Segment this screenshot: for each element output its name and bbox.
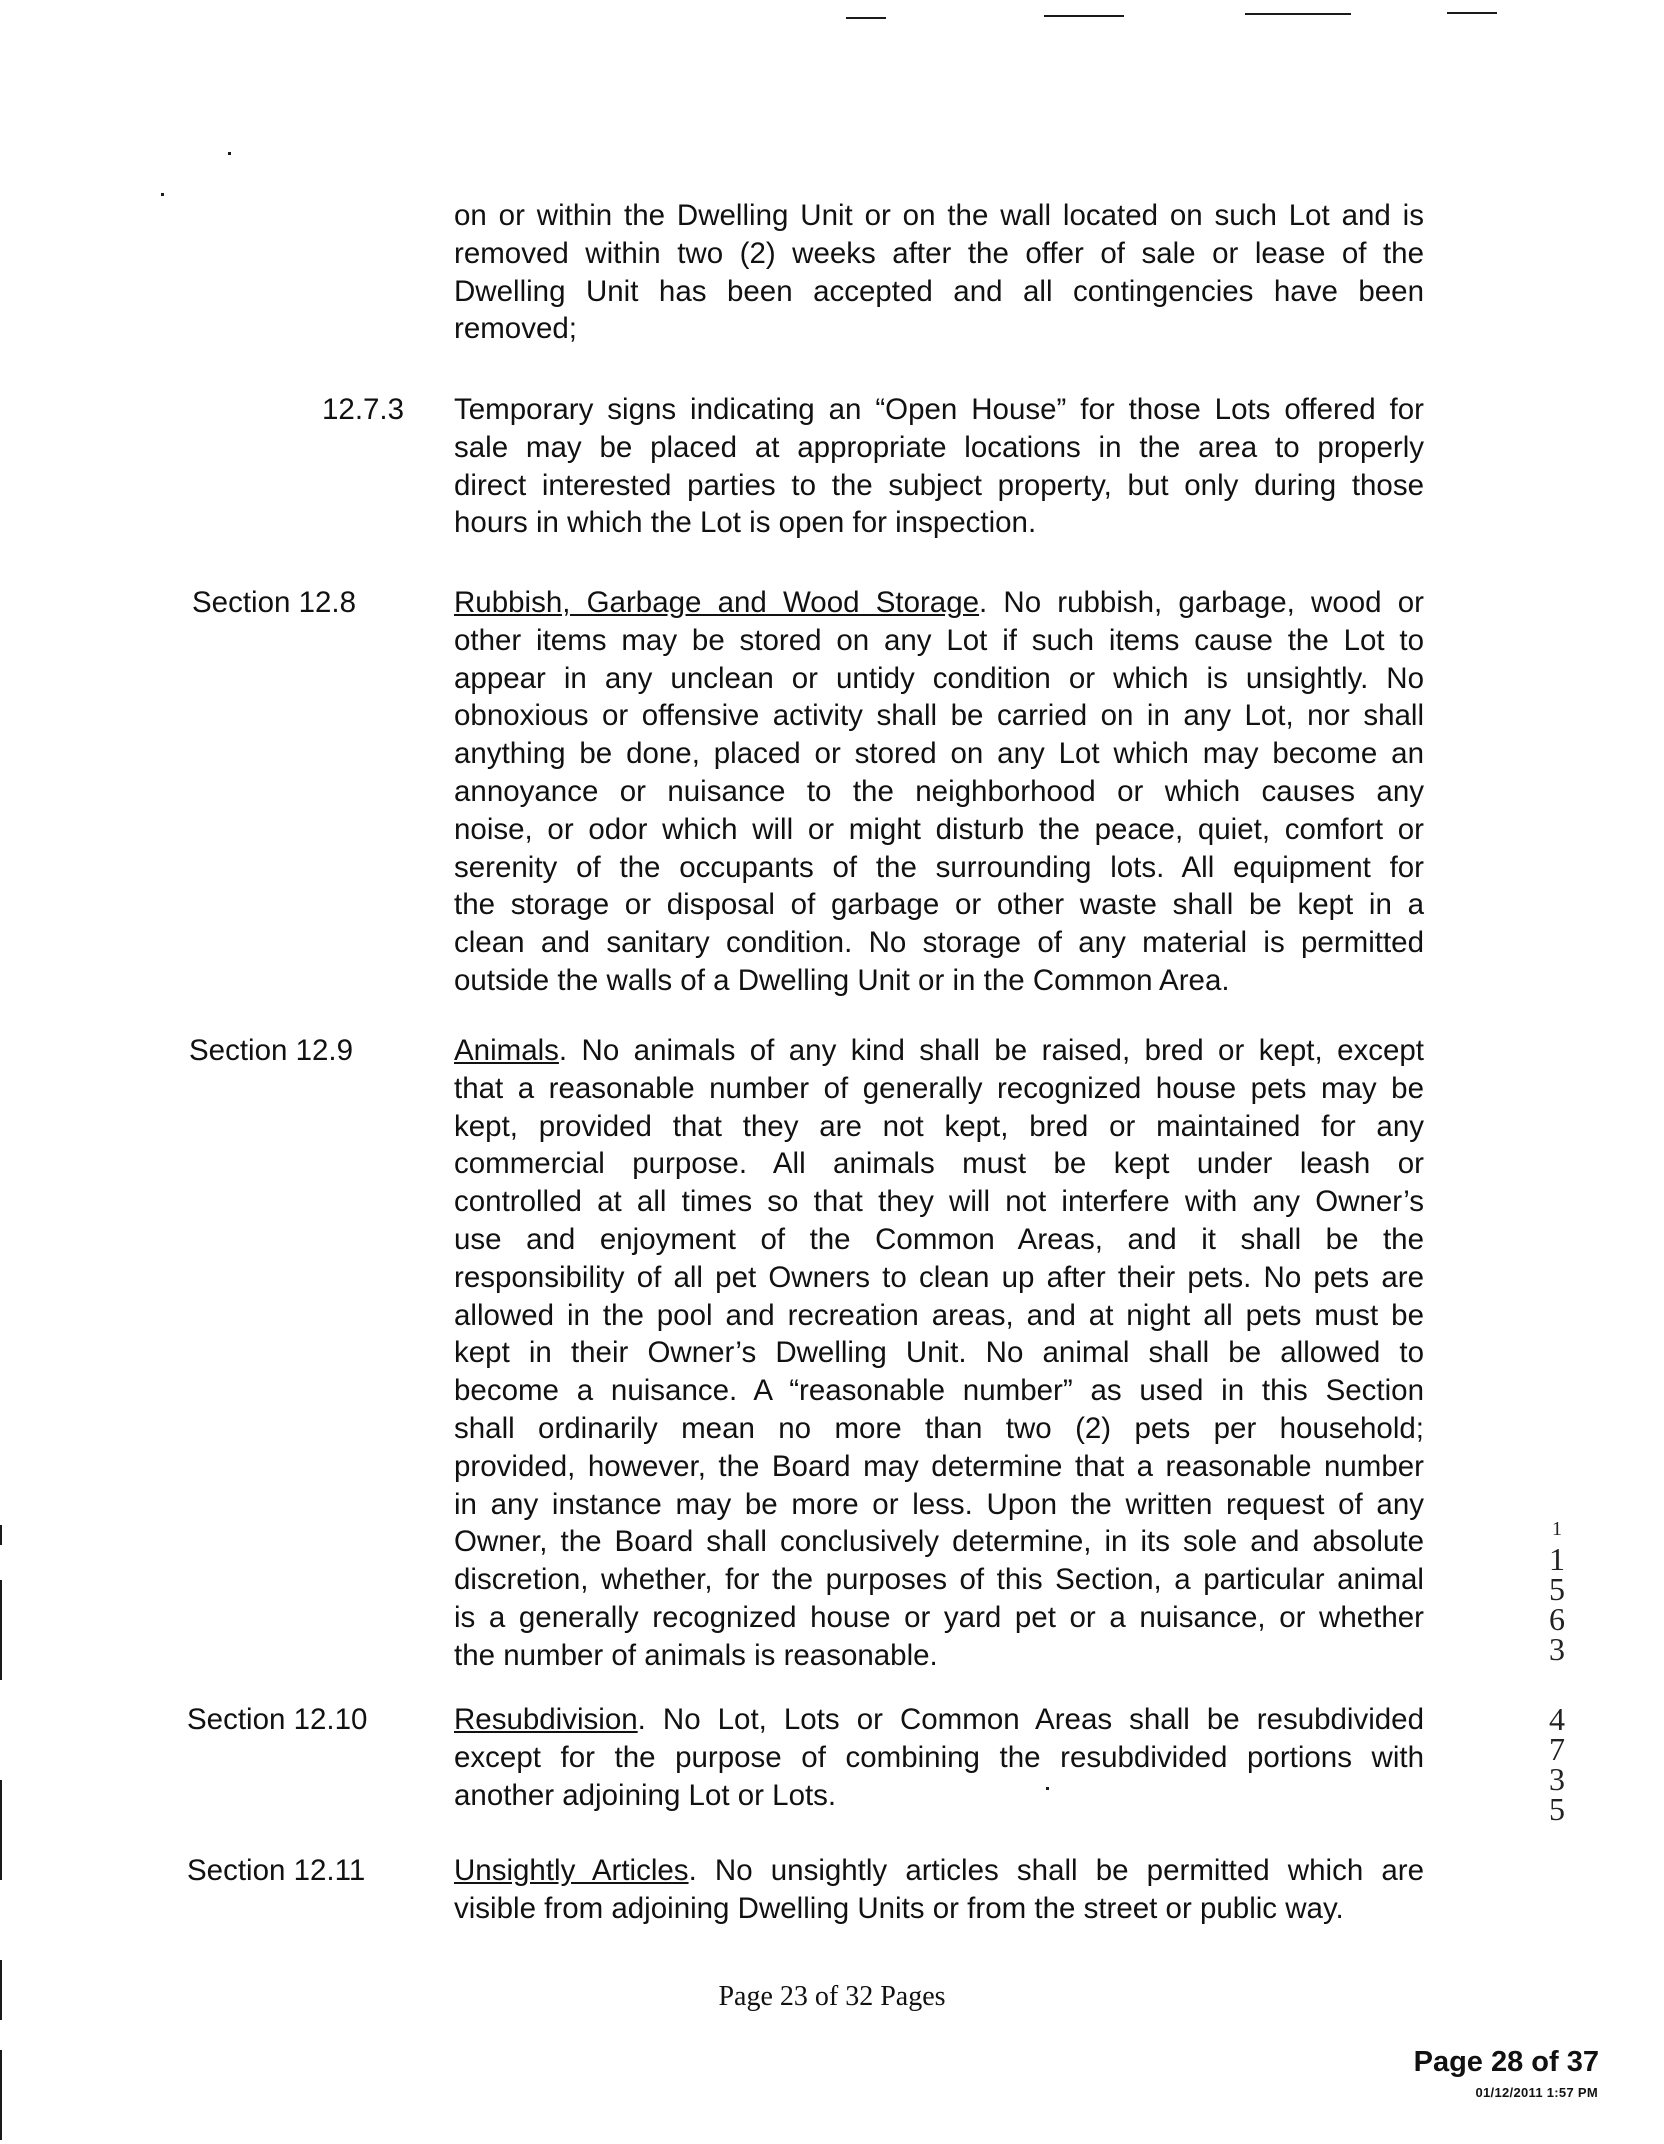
- text-run: . No Lot, Lots or Common Areas shall be resubdivided: [637, 1703, 1424, 1736]
- scan-edge: [0, 1580, 2, 1680]
- recorder-date-stamp: 01/12/2011 1:57 PM: [1475, 2085, 1598, 2100]
- section-label: Section 12.10: [187, 1703, 368, 1736]
- text-line: sale may be placed at appropriate locations in the area to properly: [454, 430, 1424, 464]
- text-line: the storage or disposal of garbage or other waste shall be kept in a: [454, 888, 1424, 922]
- text-line: on or within the Dwelling Unit or on the wall located on such Lot and is: [454, 199, 1424, 232]
- text-line: that a reasonable number of generally recognized house pets may be: [454, 1071, 1424, 1105]
- text-line: provided, however, the Board may determine that a reasonable number: [454, 1449, 1424, 1483]
- text-line: removed;: [454, 312, 577, 346]
- book-digit: 7: [1549, 1731, 1565, 1767]
- text-line: hours in which the Lot is open for inspection.: [454, 506, 1037, 540]
- text-line: controlled at all times so that they will not interfere with any Owner’s: [454, 1185, 1424, 1219]
- text-line: allowed in the pool and recreation areas, and at night all pets must be: [454, 1298, 1424, 1332]
- scan-mark: [1245, 13, 1351, 15]
- section-label: Section 12.8: [192, 586, 357, 619]
- paragraph-12-7-3: [454, 391, 1424, 542]
- text-line: removed within two (2) weeks after the offer of sale or lease of the: [454, 236, 1424, 270]
- book-digit: 3: [1549, 1631, 1565, 1667]
- recorder-page-stamp: Page 28 of 37: [1413, 2046, 1599, 2078]
- book-digit: 5: [1549, 1791, 1565, 1827]
- scan-edge: [0, 2050, 2, 2140]
- text-line: Dwelling Unit has been accepted and all contingencies have been: [454, 274, 1424, 308]
- section-heading: Unsightly Articles: [454, 1854, 689, 1887]
- section-heading: Animals: [454, 1034, 559, 1067]
- book-digit: 1: [1549, 1541, 1565, 1577]
- book-digit: 4: [1549, 1701, 1565, 1737]
- text-line: obnoxious or offensive activity shall be carried on in any Lot, nor shall: [454, 699, 1424, 733]
- text-run: . No animals of any kind shall be raised, bred or kept, except: [558, 1034, 1424, 1067]
- text-line: clean and sanitary condition. No storage of any material is permitted: [454, 926, 1424, 960]
- text-line: the number of animals is reasonable.: [454, 1638, 938, 1672]
- text-line: visible from adjoining Dwelling Units or from the street or public way.: [454, 1891, 1344, 1925]
- book-digit: 1: [1552, 1518, 1562, 1540]
- text-line: commercial purpose. All animals must be kept under leash or: [454, 1147, 1424, 1181]
- text-line: [454, 1852, 1424, 1890]
- text-line: discretion, whether, for the purposes of this Section, a particular animal: [454, 1563, 1424, 1597]
- text-line: use and enjoyment of the Common Areas, and it shall be the: [454, 1222, 1424, 1256]
- section-label: Section 12.9: [189, 1034, 354, 1067]
- text-line: in any instance may be more or less. Upon the written request of any: [454, 1487, 1424, 1521]
- scan-edge: [0, 1525, 2, 1545]
- subsection-label: 12.7.3: [322, 393, 405, 426]
- digit-gap: [1542, 1664, 1572, 1704]
- text-line: Owner, the Board shall conclusively determine, in its sole and absolute: [454, 1525, 1424, 1559]
- text-line: another adjoining Lot or Lots.: [454, 1778, 837, 1812]
- book-digit: 6: [1549, 1601, 1565, 1637]
- scan-speck: [1046, 1787, 1049, 1790]
- paragraph-12-8: [454, 584, 1424, 1000]
- text-line: is a generally recognized house or yard pet or a nuisance, or whether: [454, 1600, 1424, 1634]
- text-line: Temporary signs indicating an “Open House” for those Lots offered for: [454, 393, 1424, 426]
- text-line: anything be done, placed or stored on any Lot which may become an: [454, 737, 1424, 771]
- section-heading: Rubbish, Garbage and Wood Storage: [454, 586, 980, 619]
- text-line: noise, or odor which will or might disturb the peace, quiet, comfort or: [454, 812, 1424, 846]
- text-line: annoyance or nuisance to the neighborhood or which causes any: [454, 774, 1424, 808]
- text-line: kept, provided that they are not kept, bred or maintained for any: [454, 1109, 1424, 1143]
- text-line: other items may be stored on any Lot if such items cause the Lot to: [454, 623, 1424, 657]
- book-digit: 3: [1549, 1761, 1565, 1797]
- text-line: [454, 1032, 1424, 1070]
- text-line: serenity of the occupants of the surrounding lots. All equipment for: [454, 850, 1424, 884]
- paragraph-12-7-2-continued: [454, 197, 1424, 348]
- book-digit: 5: [1549, 1571, 1565, 1607]
- scan-mark: [1447, 12, 1497, 14]
- paragraph-12-11: [454, 1852, 1424, 1928]
- scan-mark: [846, 17, 886, 19]
- text-line: become a nuisance. A “reasonable number” as used in this Section: [454, 1374, 1424, 1408]
- text-line: direct interested parties to the subject property, but only during those: [454, 468, 1424, 502]
- text-line: kept in their Owner’s Dwelling Unit. No animal shall be allowed to: [454, 1336, 1424, 1370]
- document-page-number: Page 23 of 32 Pages: [718, 1981, 946, 2012]
- section-label: Section 12.11: [187, 1854, 366, 1887]
- text-line: [454, 584, 1424, 622]
- text-line: outside the walls of a Dwelling Unit or in the Common Area.: [454, 963, 1230, 997]
- scan-speck: [161, 193, 164, 196]
- text-line: appear in any unclean or untidy condition or which is unsightly. No: [454, 661, 1424, 695]
- text-line: [454, 1701, 1424, 1739]
- text-run: . No unsightly articles shall be permitted which are: [688, 1854, 1425, 1887]
- text-line: responsibility of all pet Owners to clean up after their pets. No pets are: [454, 1260, 1424, 1294]
- paragraph-12-9: [454, 1032, 1424, 1675]
- text-run: . No rubbish, garbage, wood or: [979, 586, 1424, 619]
- section-heading: Resubdivision: [454, 1703, 638, 1736]
- scan-edge: [0, 1780, 2, 1880]
- scan-speck: [228, 152, 231, 155]
- text-line: shall ordinarily mean no more than two (2) pets per household;: [454, 1411, 1424, 1445]
- recording-book-number: [1542, 1514, 1572, 1827]
- scan-mark: [1044, 15, 1124, 17]
- paragraph-12-10: [454, 1701, 1424, 1814]
- text-line: except for the purpose of combining the resubdivided portions with: [454, 1740, 1424, 1774]
